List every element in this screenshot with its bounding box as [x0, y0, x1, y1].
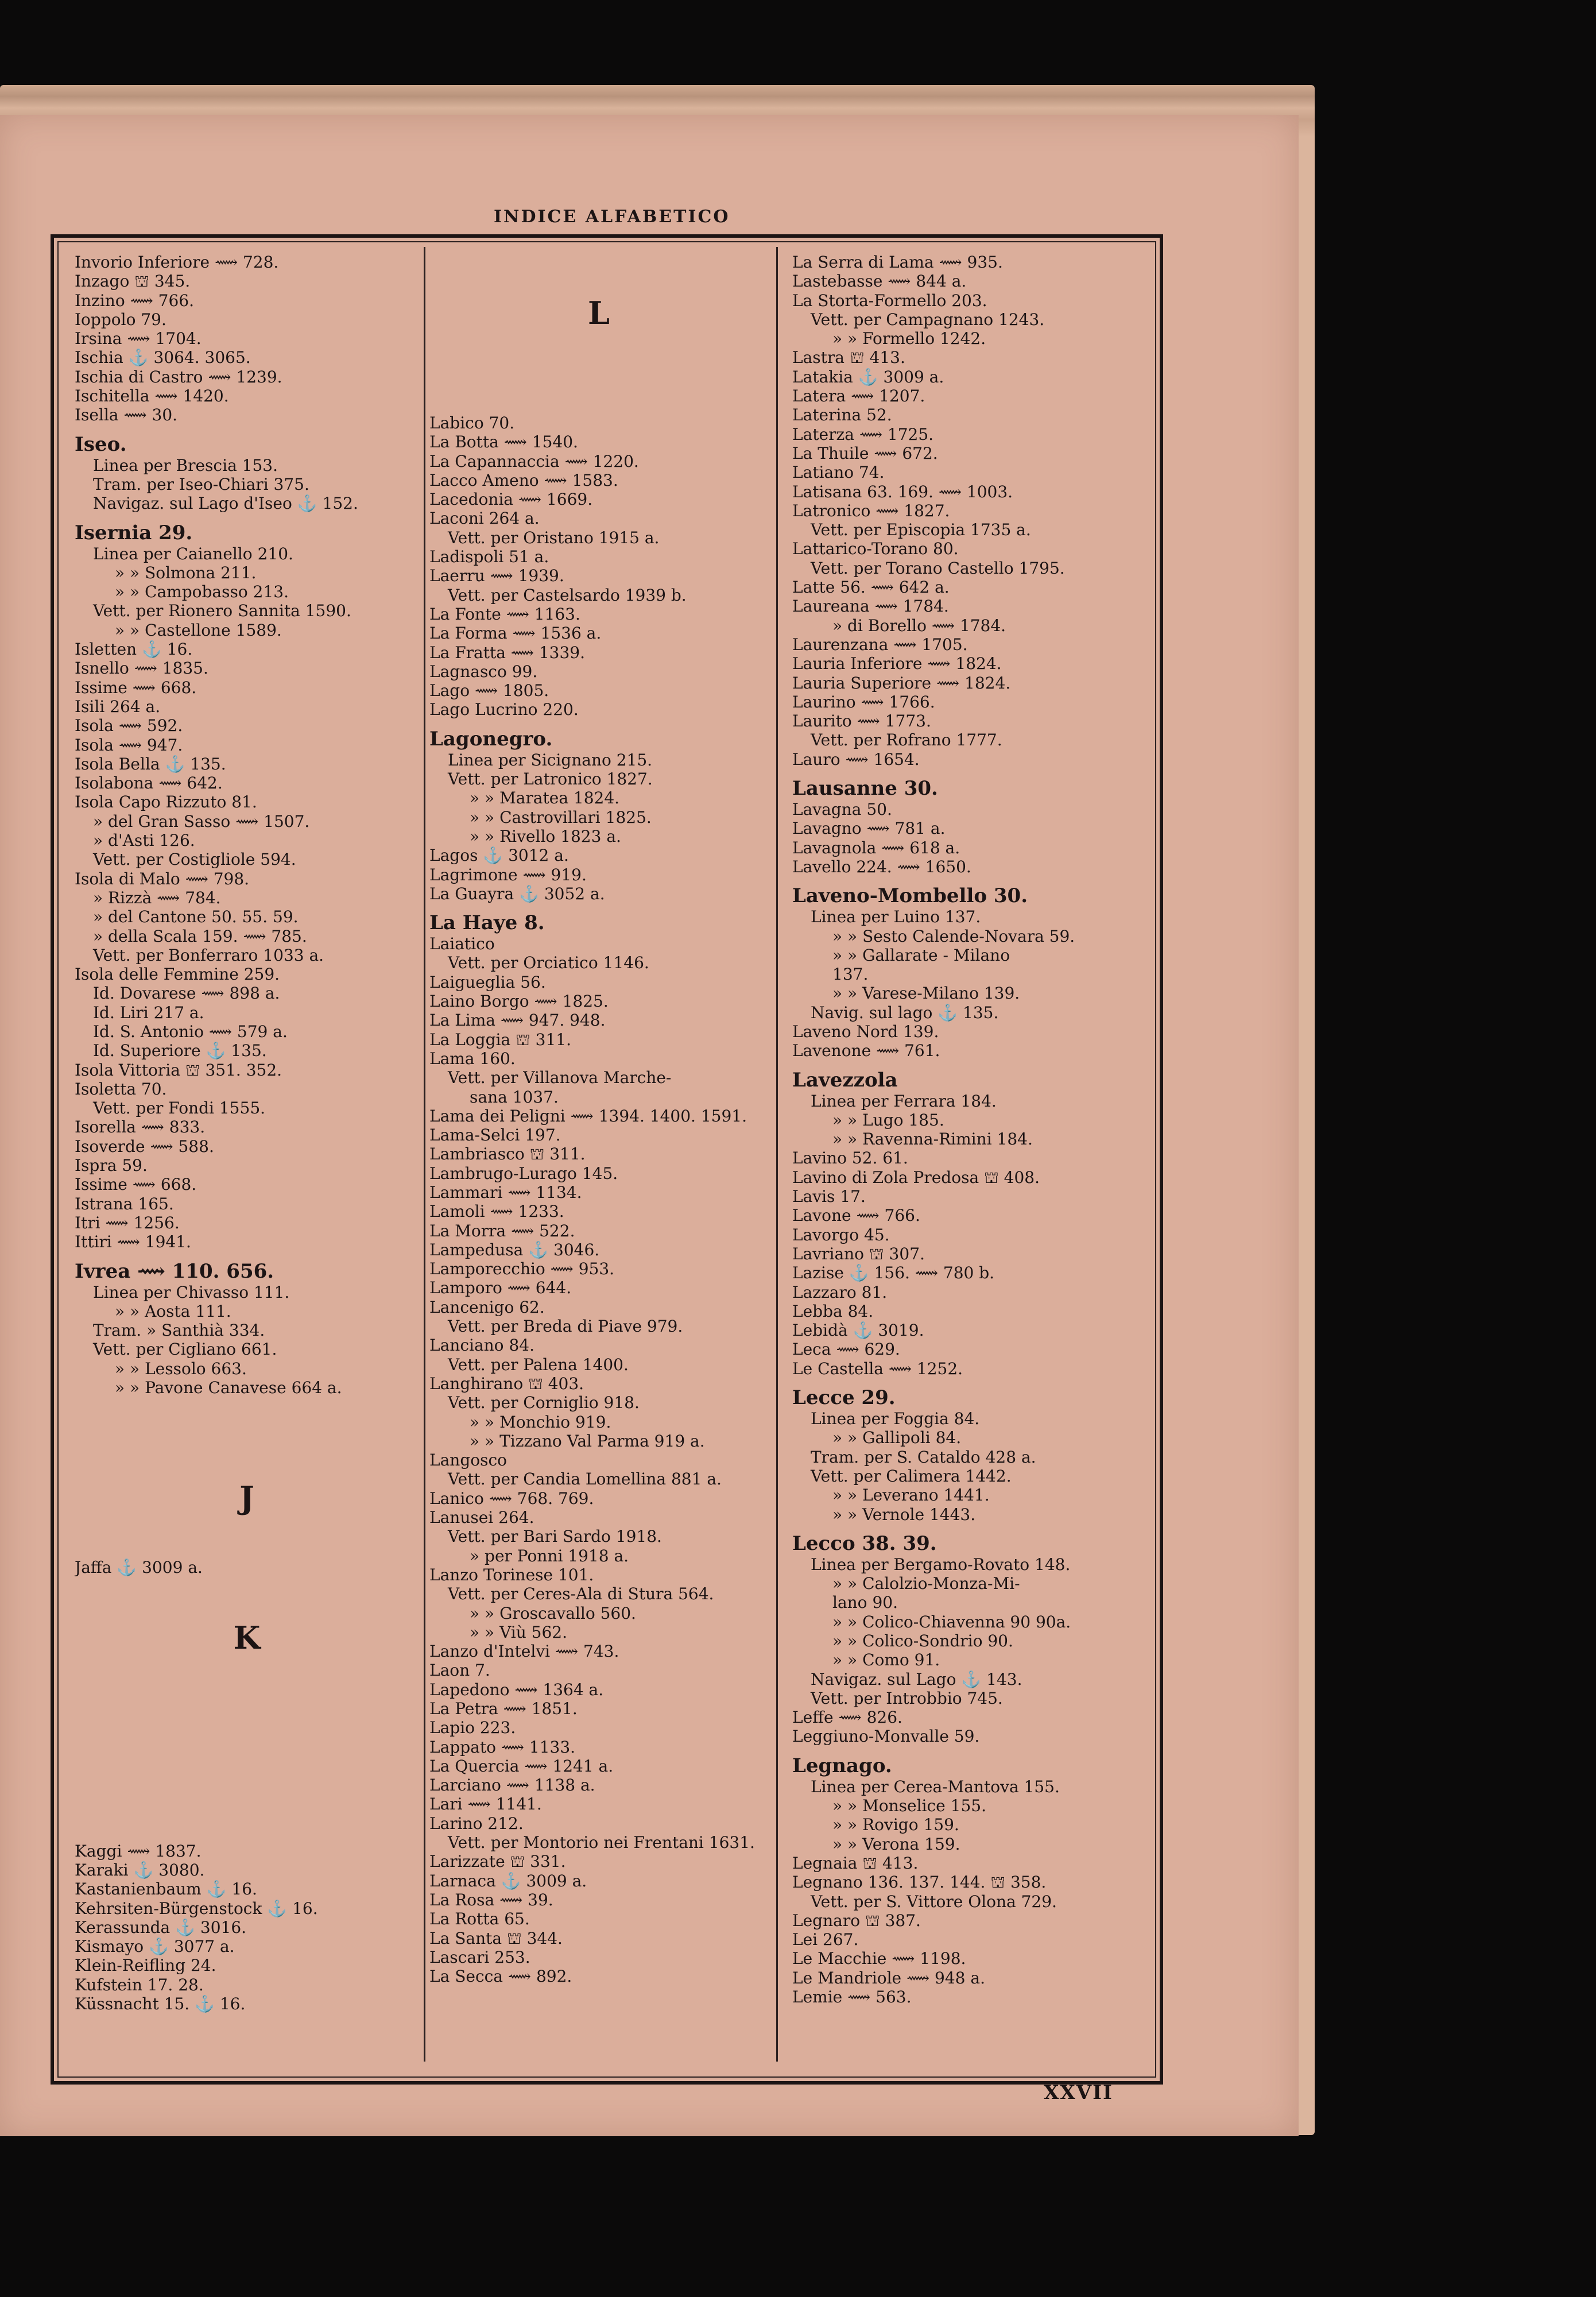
index-entry: Isola ⟿ 947.	[75, 735, 183, 755]
index-entry: La Rosa ⟿ 39.	[429, 1890, 553, 1909]
index-entry: Isola di Malo ⟿ 798.	[75, 869, 250, 888]
index-entry: Irsina ⟿ 1704.	[75, 329, 202, 349]
index-entry: Kismayo ⚓ 3077 a.	[75, 1937, 235, 1956]
index-subentry: » » Monselice 155.	[832, 1796, 986, 1816]
index-subentry: » » Verona 159.	[832, 1834, 960, 1854]
index-entry: Lapedono ⟿ 1364 a.	[429, 1680, 604, 1699]
index-entry: Isoletta 70.	[75, 1079, 167, 1099]
index-entry: La Serra di Lama ⟿ 935.	[792, 253, 1003, 272]
index-entry: Lastra ⛫ 413.	[792, 348, 905, 368]
spacer	[429, 253, 768, 287]
index-entry: Kerassunda ⚓ 3016.	[75, 1917, 247, 1937]
index-entry: Lauro ⟿ 1654.	[792, 749, 920, 769]
index-subentry: 137.	[832, 965, 869, 984]
index-entry: Laurito ⟿ 1773.	[792, 711, 931, 731]
index-entry: Laurenzana ⟿ 1705.	[792, 635, 968, 654]
index-entry: Isoverde ⟿ 588.	[75, 1136, 214, 1156]
index-subentry: Linea per Chivasso 111.	[93, 1282, 290, 1302]
index-subentry: Vett. per Orciatico 1146.	[448, 953, 649, 973]
index-entry: Lascari 253.	[429, 1947, 530, 1967]
index-entry: Laiatico	[429, 934, 495, 954]
index-subentry: » del Cantone 50. 55. 59.	[93, 907, 299, 927]
column-rule	[424, 247, 425, 2062]
index-column-1	[75, 253, 419, 2013]
index-entry: Lanciano 84.	[429, 1336, 534, 1355]
index-entry: Lagrimone ⟿ 919.	[429, 865, 587, 884]
index-subentry: » » Viù 562.	[470, 1622, 568, 1642]
index-entry: Lama-Selci 197.	[429, 1126, 561, 1145]
index-entry: Latisana 63. 169. ⟿ 1003.	[792, 482, 1013, 501]
index-entry: Isola delle Femmine 259.	[75, 965, 280, 984]
index-entry: Lebba 84.	[792, 1301, 874, 1321]
index-heading: Lagonegro.	[429, 727, 553, 751]
index-subentry: Vett. per Oristano 1915 a.	[448, 528, 660, 547]
index-subentry: Linea per Luino 137.	[811, 907, 981, 927]
index-heading: Iseo.	[75, 432, 127, 456]
index-entry: Kehrsiten-Bürgenstock ⚓ 16.	[75, 1898, 318, 1918]
index-entry: Le Castella ⟿ 1252.	[792, 1359, 963, 1378]
index-entry: Isella ⟿ 30.	[75, 405, 178, 425]
index-entry: Isola Bella ⚓ 135.	[75, 754, 226, 774]
index-subentry: » » Leverano 1441.	[832, 1486, 990, 1505]
index-entry: Isola ⟿ 592.	[75, 716, 183, 736]
index-entry: Ischia ⚓ 3064. 3065.	[75, 348, 251, 368]
index-subentry: » per Ponni 1918 a.	[470, 1546, 629, 1565]
index-subentry: » » Gallarate - Milano	[832, 945, 1010, 965]
index-entry: Larizzate ⛫ 331.	[429, 1852, 566, 1871]
index-entry: Lastebasse ⟿ 844 a.	[792, 272, 967, 291]
index-heading: Isernia 29.	[75, 521, 193, 544]
index-subentry: Vett. per Torano Castello 1795.	[811, 558, 1065, 578]
index-entry: Langhirano ⛫ 403.	[429, 1374, 584, 1393]
index-entry: Lapio 223.	[429, 1718, 516, 1738]
index-subentry: Tram. » Santhià 334.	[93, 1321, 265, 1340]
index-entry: La Morra ⟿ 522.	[429, 1221, 575, 1240]
index-entry: Lamporo ⟿ 644.	[429, 1278, 572, 1298]
index-subentry: » del Gran Sasso ⟿ 1507.	[93, 811, 310, 831]
index-entry: Lavis 17.	[792, 1187, 866, 1206]
index-subentry: Linea per Bergamo-Rovato 148.	[811, 1554, 1071, 1574]
index-entry: Legnano 136. 137. 144. ⛫ 358.	[792, 1873, 1047, 1892]
index-entry: Leggiuno-Monvalle 59.	[792, 1727, 980, 1746]
index-subentry: » » Lessolo 663.	[115, 1359, 247, 1378]
index-subentry: Vett. per Rofrano 1777.	[811, 730, 1002, 750]
index-entry: Lambrugo-Lurago 145.	[429, 1163, 618, 1183]
index-subentry: Vett. per Candia Lomellina 881 a.	[448, 1470, 722, 1489]
index-entry: Labico 70.	[429, 413, 515, 432]
section-letter: K	[233, 1619, 261, 1656]
index-subentry: Linea per Brescia 153.	[93, 455, 278, 475]
index-subentry: Linea per Cerea-Mantova 155.	[811, 1777, 1060, 1796]
spacer	[75, 1664, 419, 1842]
index-heading: Ivrea ⟿ 110. 656.	[75, 1259, 274, 1283]
index-subentry: Vett. per Bonferraro 1033 a.	[93, 945, 324, 965]
index-subentry: » » Aosta 111.	[115, 1301, 231, 1321]
index-entry: Lazzaro 81.	[792, 1282, 888, 1302]
index-subentry: » » Lugo 185.	[832, 1110, 944, 1130]
index-subentry: Vett. per Calimera 1442.	[811, 1466, 1012, 1486]
index-subentry: Navigaz. sul Lago ⚓ 143.	[811, 1669, 1022, 1689]
index-entry: Lavone ⟿ 766.	[792, 1206, 920, 1225]
index-subentry: » » Pavone Canavese 664 a.	[115, 1378, 342, 1398]
index-entry: Ioppolo 79.	[75, 310, 166, 329]
index-subentry: » » Como 91.	[832, 1650, 940, 1670]
index-subentry: Vett. per Breda di Piave 979.	[448, 1317, 683, 1336]
index-subentry: Vett. per Bari Sardo 1918.	[448, 1527, 662, 1546]
index-subentry: Id. S. Antonio ⟿ 579 a.	[93, 1022, 288, 1041]
index-heading: La Haye 8.	[429, 911, 545, 935]
index-entry: Küssnacht 15. ⚓ 16.	[75, 1994, 246, 2013]
index-subentry: Vett. per Episcopia 1735 a.	[811, 520, 1031, 540]
index-entry: Jaffa ⚓ 3009 a.	[75, 1558, 203, 1577]
index-heading: Lavezzola	[792, 1068, 898, 1092]
index-entry: Isola Vittoria ⛫ 351. 352.	[75, 1060, 282, 1080]
index-subentry: Vett. per Campagnano 1243.	[811, 310, 1045, 329]
index-subentry: » d'Asti 126.	[93, 831, 195, 850]
index-entry: La Thuile ⟿ 672.	[792, 443, 938, 463]
index-entry: Laterina 52.	[792, 405, 892, 425]
index-entry: Lago ⟿ 1805.	[429, 681, 549, 701]
index-entry: La Loggia ⛫ 311.	[429, 1030, 572, 1049]
index-entry: Issime ⟿ 668.	[75, 678, 197, 697]
page-number: XXVII	[1044, 2081, 1113, 2104]
index-subentry: Linea per Ferrara 184.	[811, 1091, 997, 1111]
index-subentry: Vett. per Montorio nei Frentani 1631.	[448, 1833, 755, 1853]
index-entry: Isili 264 a.	[75, 697, 161, 716]
index-entry: La Storta-Formello 203.	[792, 291, 987, 310]
index-entry: Invorio Inferiore ⟿ 728.	[75, 253, 279, 272]
index-entry: Lanusei 264.	[429, 1508, 534, 1528]
spacer	[429, 339, 768, 413]
index-entry: Lavello 224. ⟿ 1650.	[792, 857, 971, 876]
index-entry: Lammari ⟿ 1134.	[429, 1182, 582, 1202]
index-subentry: Vett. per Villanova Marche-	[448, 1068, 672, 1088]
index-subentry: » » Castrovillari 1825.	[470, 807, 652, 827]
spacer	[75, 1397, 419, 1472]
index-subentry: » » Varese-Milano 139.	[832, 984, 1020, 1003]
index-entry: Larino 212.	[429, 1813, 524, 1833]
index-entry: Latera ⟿ 1207.	[792, 386, 925, 406]
spacer	[75, 1577, 419, 1612]
index-entry: Laconi 264 a.	[429, 509, 540, 528]
index-entry: Lago Lucrino 220.	[429, 700, 579, 720]
index-entry: La Fratta ⟿ 1339.	[429, 643, 585, 662]
running-head: INDICE ALFABETICO	[494, 207, 730, 227]
index-entry: Lanzo d'Intelvi ⟿ 743.	[429, 1642, 619, 1661]
index-column-2	[429, 253, 768, 1986]
index-subentry: Vett. per S. Vittore Olona 729.	[811, 1892, 1057, 1911]
index-entry: Laigueglia 56.	[429, 972, 546, 992]
index-subentry: Linea per Caianello 210.	[93, 544, 293, 563]
index-entry: Ittiri ⟿ 1941.	[75, 1232, 191, 1252]
index-subentry: » » Colico-Chiavenna 90 90a.	[832, 1612, 1071, 1631]
index-entry: Lanzo Torinese 101.	[429, 1565, 594, 1584]
index-entry: Isola Capo Rizzuto 81.	[75, 792, 257, 812]
index-subentry: » » Gallipoli 84.	[832, 1428, 962, 1448]
index-subentry: Id. Dovarese ⟿ 898 a.	[93, 984, 280, 1003]
column-rule	[776, 247, 778, 2062]
index-entry: Lebidà ⚓ 3019.	[792, 1321, 924, 1340]
index-subentry: » della Scala 159. ⟿ 785.	[93, 926, 307, 946]
index-entry: Istrana 165.	[75, 1194, 174, 1213]
index-heading: Lausanne 30.	[792, 777, 938, 801]
index-subentry: » » Campobasso 213.	[115, 582, 289, 602]
index-entry: Kufstein 17. 28.	[75, 1975, 204, 1994]
index-subentry: Vett. per Palena 1400.	[448, 1355, 629, 1374]
index-subentry: » » Formello 1242.	[832, 329, 986, 349]
index-entry: Inzago ⛫ 345.	[75, 272, 191, 291]
index-entry: Laterza ⟿ 1725.	[792, 424, 934, 444]
section-letter: J	[239, 1479, 254, 1517]
index-subentry: Linea per Sicignano 215.	[448, 750, 653, 769]
index-entry: Lemie ⟿ 563.	[792, 1987, 912, 2007]
index-entry: Lauria Superiore ⟿ 1824.	[792, 673, 1011, 693]
index-entry: Latronico ⟿ 1827.	[792, 501, 950, 520]
index-subentry: » » Ravenna-Rimini 184.	[832, 1130, 1033, 1149]
index-entry: Issime ⟿ 668.	[75, 1175, 197, 1194]
index-entry: Laon 7.	[429, 1661, 490, 1680]
index-entry: Leca ⟿ 629.	[792, 1340, 900, 1359]
index-entry: Kaggi ⟿ 1837.	[75, 1841, 202, 1861]
index-entry: Lari ⟿ 1141.	[429, 1795, 542, 1814]
index-subentry: Navigaz. sul Lago d'Iseo ⚓ 152.	[93, 494, 358, 513]
index-entry: Larnaca ⚓ 3009 a.	[429, 1871, 587, 1890]
index-entry: Ladispoli 51 a.	[429, 547, 549, 567]
index-entry: La Rotta 65.	[429, 1909, 530, 1929]
index-subentry: » » Calolzio-Monza-Mi-	[832, 1574, 1020, 1594]
index-subentry: Id. Liri 217 a.	[93, 1003, 204, 1022]
index-subentry: » » Monchio 919.	[470, 1412, 611, 1432]
index-entry: Le Macchie ⟿ 1198.	[792, 1949, 966, 1969]
index-entry: Ischia di Castro ⟿ 1239.	[75, 367, 282, 386]
index-subentry: Vett. per Fondi 1555.	[93, 1099, 266, 1118]
index-subentry: Vett. per Castelsardo 1939 b.	[448, 585, 687, 605]
index-entry: Lamporecchio ⟿ 953.	[429, 1259, 615, 1279]
index-entry: La Santa ⛫ 344.	[429, 1928, 563, 1948]
index-entry: Laino Borgo ⟿ 1825.	[429, 992, 609, 1011]
index-subentry: » » Rivello 1823 a.	[470, 826, 621, 846]
index-subentry: Vett. per Cigliano 661.	[93, 1340, 277, 1359]
index-entry: Laureana ⟿ 1784.	[792, 597, 949, 616]
index-entry: Lavagno ⟿ 781 a.	[792, 819, 946, 838]
index-entry: Lanico ⟿ 768. 769.	[429, 1488, 594, 1508]
index-entry: Le Mandriole ⟿ 948 a.	[792, 1968, 985, 1987]
index-entry: Larciano ⟿ 1138 a.	[429, 1776, 595, 1795]
index-entry: Lambriasco ⛫ 311.	[429, 1144, 586, 1164]
index-subentry: Id. Superiore ⚓ 135.	[93, 1041, 267, 1061]
index-entry: Isolabona ⟿ 642.	[75, 774, 223, 793]
index-entry: Lappato ⟿ 1133.	[429, 1737, 576, 1757]
index-entry: La Petra ⟿ 1851.	[429, 1699, 578, 1718]
index-subentry: » Rizzà ⟿ 784.	[93, 888, 221, 907]
index-entry: Itri ⟿ 1256.	[75, 1213, 180, 1232]
index-entry: Lavagna 50.	[792, 800, 892, 819]
index-subentry: » » Solmona 211.	[115, 563, 257, 582]
index-entry: Lavriano ⛫ 307.	[792, 1244, 925, 1263]
index-entry: Lamoli ⟿ 1233.	[429, 1202, 564, 1221]
index-entry: Lampedusa ⚓ 3046.	[429, 1240, 600, 1259]
index-entry: Laurino ⟿ 1766.	[792, 692, 935, 711]
index-entry: Lazise ⚓ 156. ⟿ 780 b.	[792, 1263, 995, 1283]
index-subentry: Vett. per Introbbio 745.	[811, 1688, 1003, 1708]
index-column-3	[792, 253, 1137, 2006]
index-entry: La Secca ⟿ 892.	[429, 1967, 572, 1986]
index-heading: Lecce 29.	[792, 1386, 896, 1410]
index-heading: Legnago.	[792, 1754, 892, 1777]
index-subentry: Vett. per Rionero Sannita 1590.	[93, 601, 351, 621]
index-entry: Latiano 74.	[792, 463, 885, 482]
index-entry: Klein-Reifling 24.	[75, 1956, 216, 1975]
index-subentry: Navig. sul lago ⚓ 135.	[811, 1003, 999, 1022]
index-entry: Karaki ⚓ 3080.	[75, 1860, 205, 1880]
index-entry: Ischitella ⟿ 1420.	[75, 386, 229, 406]
index-entry: Lauria Inferiore ⟿ 1824.	[792, 654, 1002, 674]
index-entry: Lancenigo 62.	[429, 1297, 545, 1317]
index-subentry: » » Tizzano Val Parma 919 a.	[470, 1431, 705, 1451]
index-entry: Lagos ⚓ 3012 a.	[429, 846, 569, 865]
index-entry: Inzino ⟿ 766.	[75, 291, 194, 310]
index-entry: Isletten ⚓ 16.	[75, 640, 193, 659]
index-entry: Lacedonia ⟿ 1669.	[429, 490, 593, 509]
index-entry: La Botta ⟿ 1540.	[429, 432, 578, 452]
index-subentry: Vett. per Corniglio 918.	[448, 1393, 640, 1413]
index-entry: Lavagnola ⟿ 618 a.	[792, 838, 960, 857]
index-entry: La Forma ⟿ 1536 a.	[429, 624, 602, 643]
index-entry: Legnaia ⛫ 413.	[792, 1853, 919, 1873]
index-entry: Ispra 59.	[75, 1156, 148, 1175]
index-entry: Lagnasco 99.	[429, 662, 538, 681]
index-entry: La Fonte ⟿ 1163.	[429, 604, 580, 624]
index-entry: Lavenone ⟿ 761.	[792, 1041, 940, 1061]
index-entry: Kastanienbaum ⚓ 16.	[75, 1880, 257, 1899]
index-subentry: » » Maratea 1824.	[470, 788, 620, 808]
index-entry: La Guayra ⚓ 3052 a.	[429, 884, 605, 903]
index-entry: Lei 267.	[792, 1930, 859, 1950]
index-entry: Laerru ⟿ 1939.	[429, 566, 564, 586]
index-subentry: lano 90.	[832, 1593, 898, 1612]
index-subentry: » » Groscavallo 560.	[470, 1603, 636, 1623]
index-entry: Lavino di Zola Predosa ⛫ 408.	[792, 1167, 1040, 1187]
index-entry: Laveno Nord 139.	[792, 1022, 939, 1041]
index-heading: Lecco 38. 39.	[792, 1532, 937, 1555]
index-entry: Langosco	[429, 1451, 508, 1470]
index-entry: Lavorgo 45.	[792, 1225, 890, 1244]
spacer	[75, 1523, 419, 1558]
index-subentry: » » Sesto Calende-Novara 59.	[832, 926, 1075, 946]
index-entry: Isorella ⟿ 833.	[75, 1117, 206, 1137]
index-entry: Isnello ⟿ 1835.	[75, 659, 208, 678]
index-subentry: Vett. per Ceres-Ala di Stura 564.	[448, 1584, 714, 1604]
index-entry: Lavino 52. 61.	[792, 1148, 908, 1168]
index-entry: Latte 56. ⟿ 642 a.	[792, 578, 950, 597]
index-entry: La Lima ⟿ 947. 948.	[429, 1011, 606, 1030]
index-subentry: Tram. per Iseo-Chiari 375.	[93, 474, 309, 494]
index-subentry: » di Borello ⟿ 1784.	[832, 616, 1006, 635]
index-entry: Latakia ⚓ 3009 a.	[792, 367, 944, 386]
index-subentry: » » Vernole 1443.	[832, 1505, 976, 1524]
index-entry: Legnaro ⛫ 387.	[792, 1911, 921, 1930]
index-entry: Lama dei Peligni ⟿ 1394. 1400. 1591.	[429, 1106, 747, 1126]
index-entry: La Quercia ⟿ 1241 a.	[429, 1756, 614, 1776]
section-letter: L	[588, 295, 610, 331]
index-subentry: » » Rovigo 159.	[832, 1815, 959, 1835]
index-subentry: sana 1037.	[470, 1087, 559, 1107]
index-subentry: Linea per Foggia 84.	[811, 1409, 980, 1429]
index-subentry: » » Castellone 1589.	[115, 620, 282, 640]
index-entry: Lattarico-Torano 80.	[792, 539, 959, 559]
index-entry: La Capannaccia ⟿ 1220.	[429, 451, 639, 471]
index-subentry: Vett. per Latronico 1827.	[448, 769, 653, 789]
index-entry: Lacco Ameno ⟿ 1583.	[429, 470, 618, 490]
index-subentry: Vett. per Costigliole 594.	[93, 850, 296, 869]
index-entry: Leffe ⟿ 826.	[792, 1708, 902, 1727]
index-heading: Laveno-Mombello 30.	[792, 884, 1028, 908]
index-subentry: Tram. per S. Cataldo 428 a.	[811, 1447, 1036, 1467]
index-entry: Lama 160.	[429, 1049, 516, 1068]
index-subentry: » » Colico-Sondrio 90.	[832, 1631, 1013, 1650]
